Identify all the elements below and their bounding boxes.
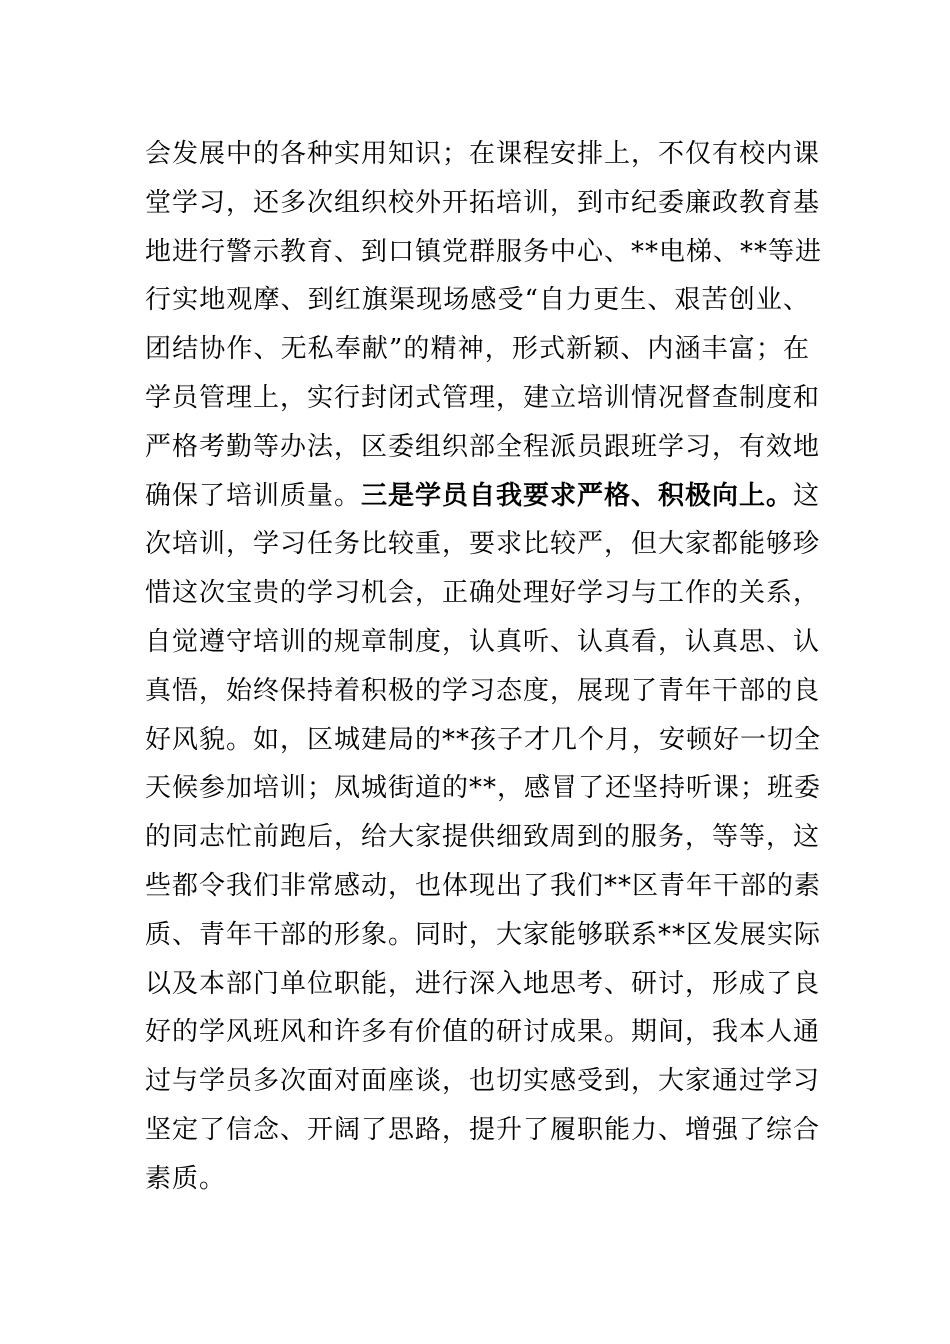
text-line	[145, 276, 810, 325]
text-line	[145, 520, 821, 569]
text-line	[145, 960, 821, 1009]
text-segment: 好风貌。如，区城建局的**孩子才几个月，安顿好一切全	[145, 724, 822, 755]
bold-emphasis-text: 三是学员自我要求严格、积极向上。	[361, 480, 794, 511]
text-line	[145, 862, 822, 911]
text-segment: 些都令我们非常感动，也体现出了我们**区青年干部的素	[145, 870, 822, 901]
text-line	[145, 228, 823, 277]
text-segment: 以及本部门单位职能，进行深入地思考、研讨，形成了良	[145, 968, 821, 999]
text-line	[145, 813, 821, 862]
text-segment: 团结协作、无私奉献”的精神，形式新颖、内涵丰富；在	[145, 334, 810, 365]
text-line	[145, 374, 821, 423]
text-segment: 过与学员多次面对面座谈，也切实感受到，大家通过学习	[145, 1066, 821, 1097]
text-segment: 会发展中的各种实用知识；在课程安排上，不仅有校内课	[145, 139, 821, 169]
text-segment: 堂学习，还多次组织校外开拓培训，到市纪委廉政教育基	[145, 187, 821, 218]
text-line	[145, 1106, 821, 1155]
text-line	[145, 325, 810, 374]
text-segment: 自觉遵守培训的规章制度，认真听、认真看，认真思、认	[145, 626, 821, 657]
text-line	[145, 179, 821, 228]
text-line	[145, 1155, 810, 1204]
text-segment: 学员管理上，实行封闭式管理，建立培训情况督查制度和	[145, 382, 821, 413]
text-segment: 行实地观摩、到红旗渠现场感受“自力更生、艰苦创业、	[145, 285, 810, 316]
text-segment: 质、青年干部的形象。同时，大家能够联系**区发展实际	[145, 919, 822, 950]
text-segment: 天候参加培训；凤城街道的**，感冒了还坚持听课；班委	[145, 773, 822, 804]
text-segment: 素质。	[145, 1163, 227, 1194]
text-line	[145, 764, 822, 813]
text-segment: 真悟，始终保持着积极的学习态度，展现了青年干部的良	[145, 675, 821, 706]
text-segment: 这	[793, 480, 821, 511]
text-line	[145, 716, 822, 765]
text-segment: 严格考勤等办法，区委组织部全程派员跟班学习，有效地	[145, 431, 821, 462]
text-segment: 坚定了信念、开阔了思路，提升了履职能力、增强了综合	[145, 1114, 821, 1145]
text-line	[145, 618, 821, 667]
body-paragraph	[145, 130, 823, 1204]
text-segment: 惜这次宝贵的学习机会，正确处理好学习与工作的关系，	[145, 578, 821, 609]
text-line	[145, 130, 821, 179]
text-line	[145, 667, 821, 716]
text-segment: 次培训，学习任务比较重，要求比较严，但大家都能够珍	[145, 529, 821, 560]
text-line	[145, 472, 821, 521]
text-line	[145, 1008, 821, 1057]
text-segment: 的同志忙前跑后，给大家提供细致周到的服务，等等，这	[145, 822, 821, 853]
text-segment: 好的学风班风和许多有价值的研讨成果。期间，我本人通	[145, 1017, 821, 1048]
text-line	[145, 911, 822, 960]
text-line	[145, 1057, 821, 1106]
text-segment: 确保了培训质量。	[145, 480, 362, 511]
text-segment: 地进行警示教育、到口镇党群服务中心、**电梯、**等进	[145, 236, 823, 267]
text-line	[145, 423, 821, 472]
text-line	[145, 569, 821, 618]
